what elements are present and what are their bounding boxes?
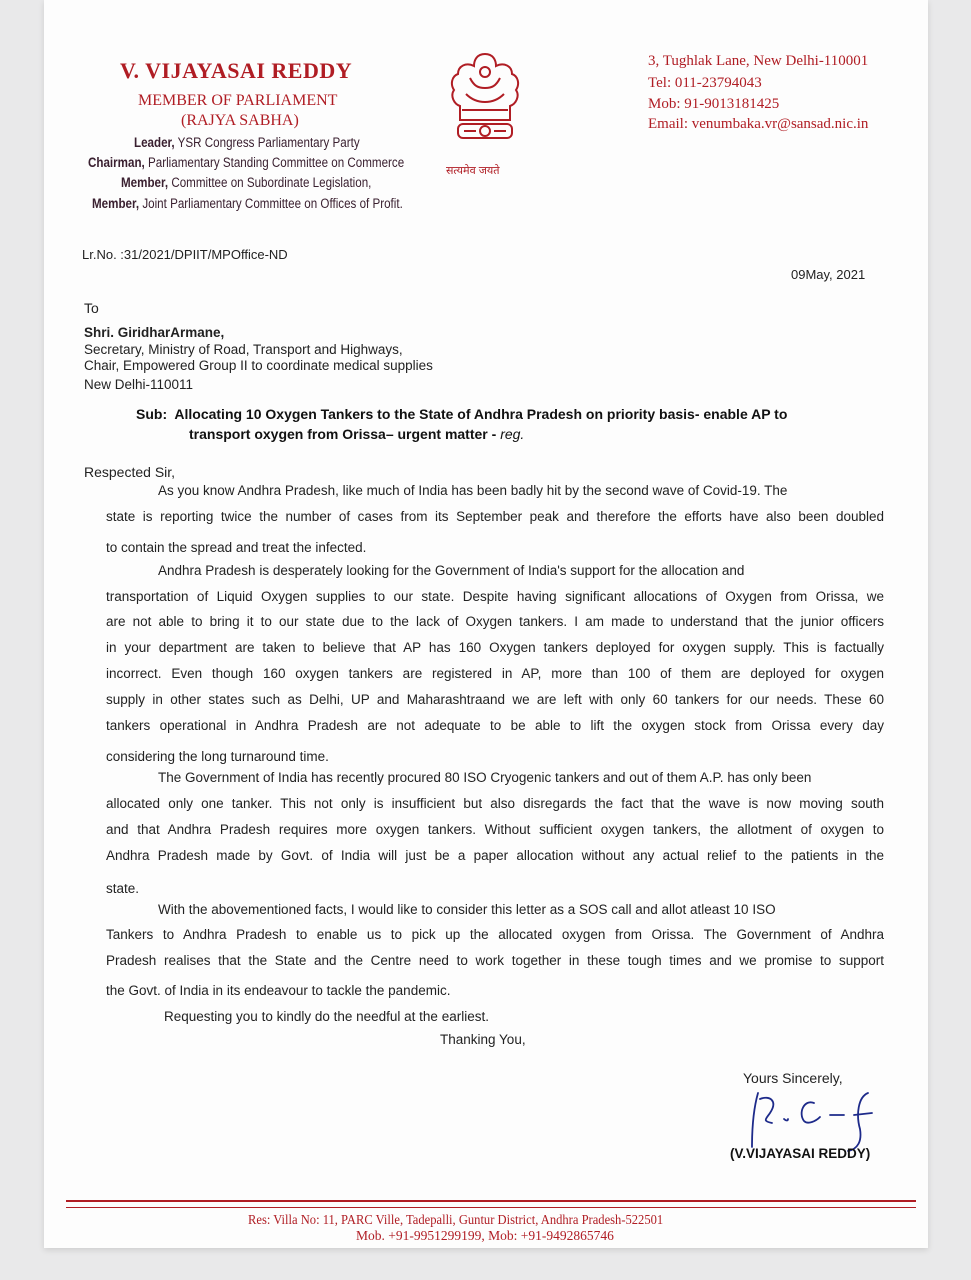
footer-divider [66,1200,916,1202]
subject-line: transport oxygen from Orissa– urgent matter - reg. [189,426,525,442]
body-line: state is reporting twice the number of cases from its September peak and therefore the efforts have also been doubled [106,509,884,524]
sender-role: Leader, YSR Congress Parliamentary Party [134,135,360,150]
subject-line: Sub: Allocating 10 Oxygen Tankers to the State of Andhra Pradesh on priority basis- enable AP to [136,406,788,422]
sender-email[interactable]: Email: venumbaka.vr@sansad.nic.in [648,116,869,132]
body-line: considering the long turnaround time. [106,749,329,764]
recipient-name: Shri. GiridharArmane, [84,325,225,340]
letter-page [44,0,928,1248]
sender-role: Member, Committee on Subordinate Legislation, [121,175,372,190]
body-line: Andhra Pradesh made by Govt. of India will just be a paper allocation without any actual relief to the patients in the [106,848,884,863]
footer-divider [66,1207,916,1208]
body-line: As you know Andhra Pradesh, like much of India has been badly hit by the second wave of Covid-19. The [158,483,788,498]
salutation: Respected Sir, [84,464,176,480]
sender-role: Chairman, Parliamentary Standing Committee on Commerce [88,155,405,170]
body-line: the Govt. of India in its endeavour to tackle the pandemic. [106,983,451,998]
closing-phrase: Yours Sincerely, [743,1070,843,1086]
reference-number: Lr.No. :31/2021/DPIIT/MPOffice-ND [82,247,288,262]
body-line: transportation of Liquid Oxygen supplies to our state. Despite having significant allocations of Oxygen from Orissa, we [106,589,884,604]
body-line: supply in other states such as Delhi, UP and Maharashtraand we are left with only 60 tankers for our needs. These 60 [106,692,884,707]
body-line: Tankers to Andhra Pradesh to enable us to pick up the allocated oxygen from Orissa. The Government of Andhra [106,927,884,942]
sender-address: 3, Tughlak Lane, New Delhi-110001 [648,53,869,69]
body-line: Pradesh realises that the State and the Centre need to work together in these tough times and we promise to support [106,953,884,968]
recipient-line: New Delhi-110011 [84,377,194,392]
handwritten-signature [740,1085,888,1155]
residence-address: Res: Villa No: 11, PARC Ville, Tadepalli, Guntur District, Andhra Pradesh-522501 [248,1212,664,1227]
footer-mobiles: Mob. +91-9951299199, Mob: +91-9492865746 [356,1228,614,1243]
recipient-line: Chair, Empowered Group II to coordinate medical supplies [84,358,433,373]
thanking-line: Thanking You, [440,1032,526,1047]
recipient-line: Secretary, Ministry of Road, Transport and Highways, [84,342,403,357]
sender-role: Member, Joint Parliamentary Committee on Offices of Profit. [92,196,403,211]
sender-house: (RAJYA SABHA) [181,112,299,129]
sender-tel: Tel: 011-23794043 [648,75,762,91]
body-line: to contain the spread and treat the infected. [106,540,367,555]
sender-mob: Mob: 91-9013181425 [648,96,780,112]
signatory-name: (V.VIJAYASAI REDDY) [730,1146,871,1161]
emblem-motto: सत्यमेव जयते [446,165,500,177]
body-line: Requesting you to kindly do the needful at the earliest. [164,1009,489,1024]
to-label: To [84,300,99,316]
letter-date: 09May, 2021 [791,267,866,282]
state-emblem-icon [444,48,526,160]
body-line: are not able to bring it to our state due to the lack of Oxygen tankers. I am made to understand that the junior officers [106,614,884,629]
body-line: state. [106,881,140,896]
body-line: Andhra Pradesh is desperately looking for the Government of India's support for the allocation and [158,563,745,578]
sender-title: MEMBER OF PARLIAMENT [138,92,338,109]
body-line: With the abovementioned facts, I would like to consider this letter as a SOS call and allot atleast 10 ISO [158,902,776,917]
body-line: in your department are taken to believe that AP has 160 Oxygen tankers deployed for oxygen supply. This is factually [106,640,884,655]
body-line: tankers operational in Andhra Pradesh are not adequate to be able to lift the oxygen stock from Orissa every day [106,718,884,733]
sender-name: V. VIJAYASAI REDDY [120,58,353,83]
body-line: The Government of India has recently procured 80 ISO Cryogenic tankers and out of them A.P. has only been [158,770,812,785]
body-line: incorrect. Even though 160 oxygen tankers are registered in AP, more than 100 of them are deployed for oxygen [106,666,884,681]
body-line: and that Andhra Pradesh requires more oxygen tankers. Without sufficient oxygen tankers, the allotment of oxygen to [106,822,884,837]
body-line: allocated only one tanker. This not only is insufficient but also disregards the fact that the wave is now moving south [106,796,884,811]
